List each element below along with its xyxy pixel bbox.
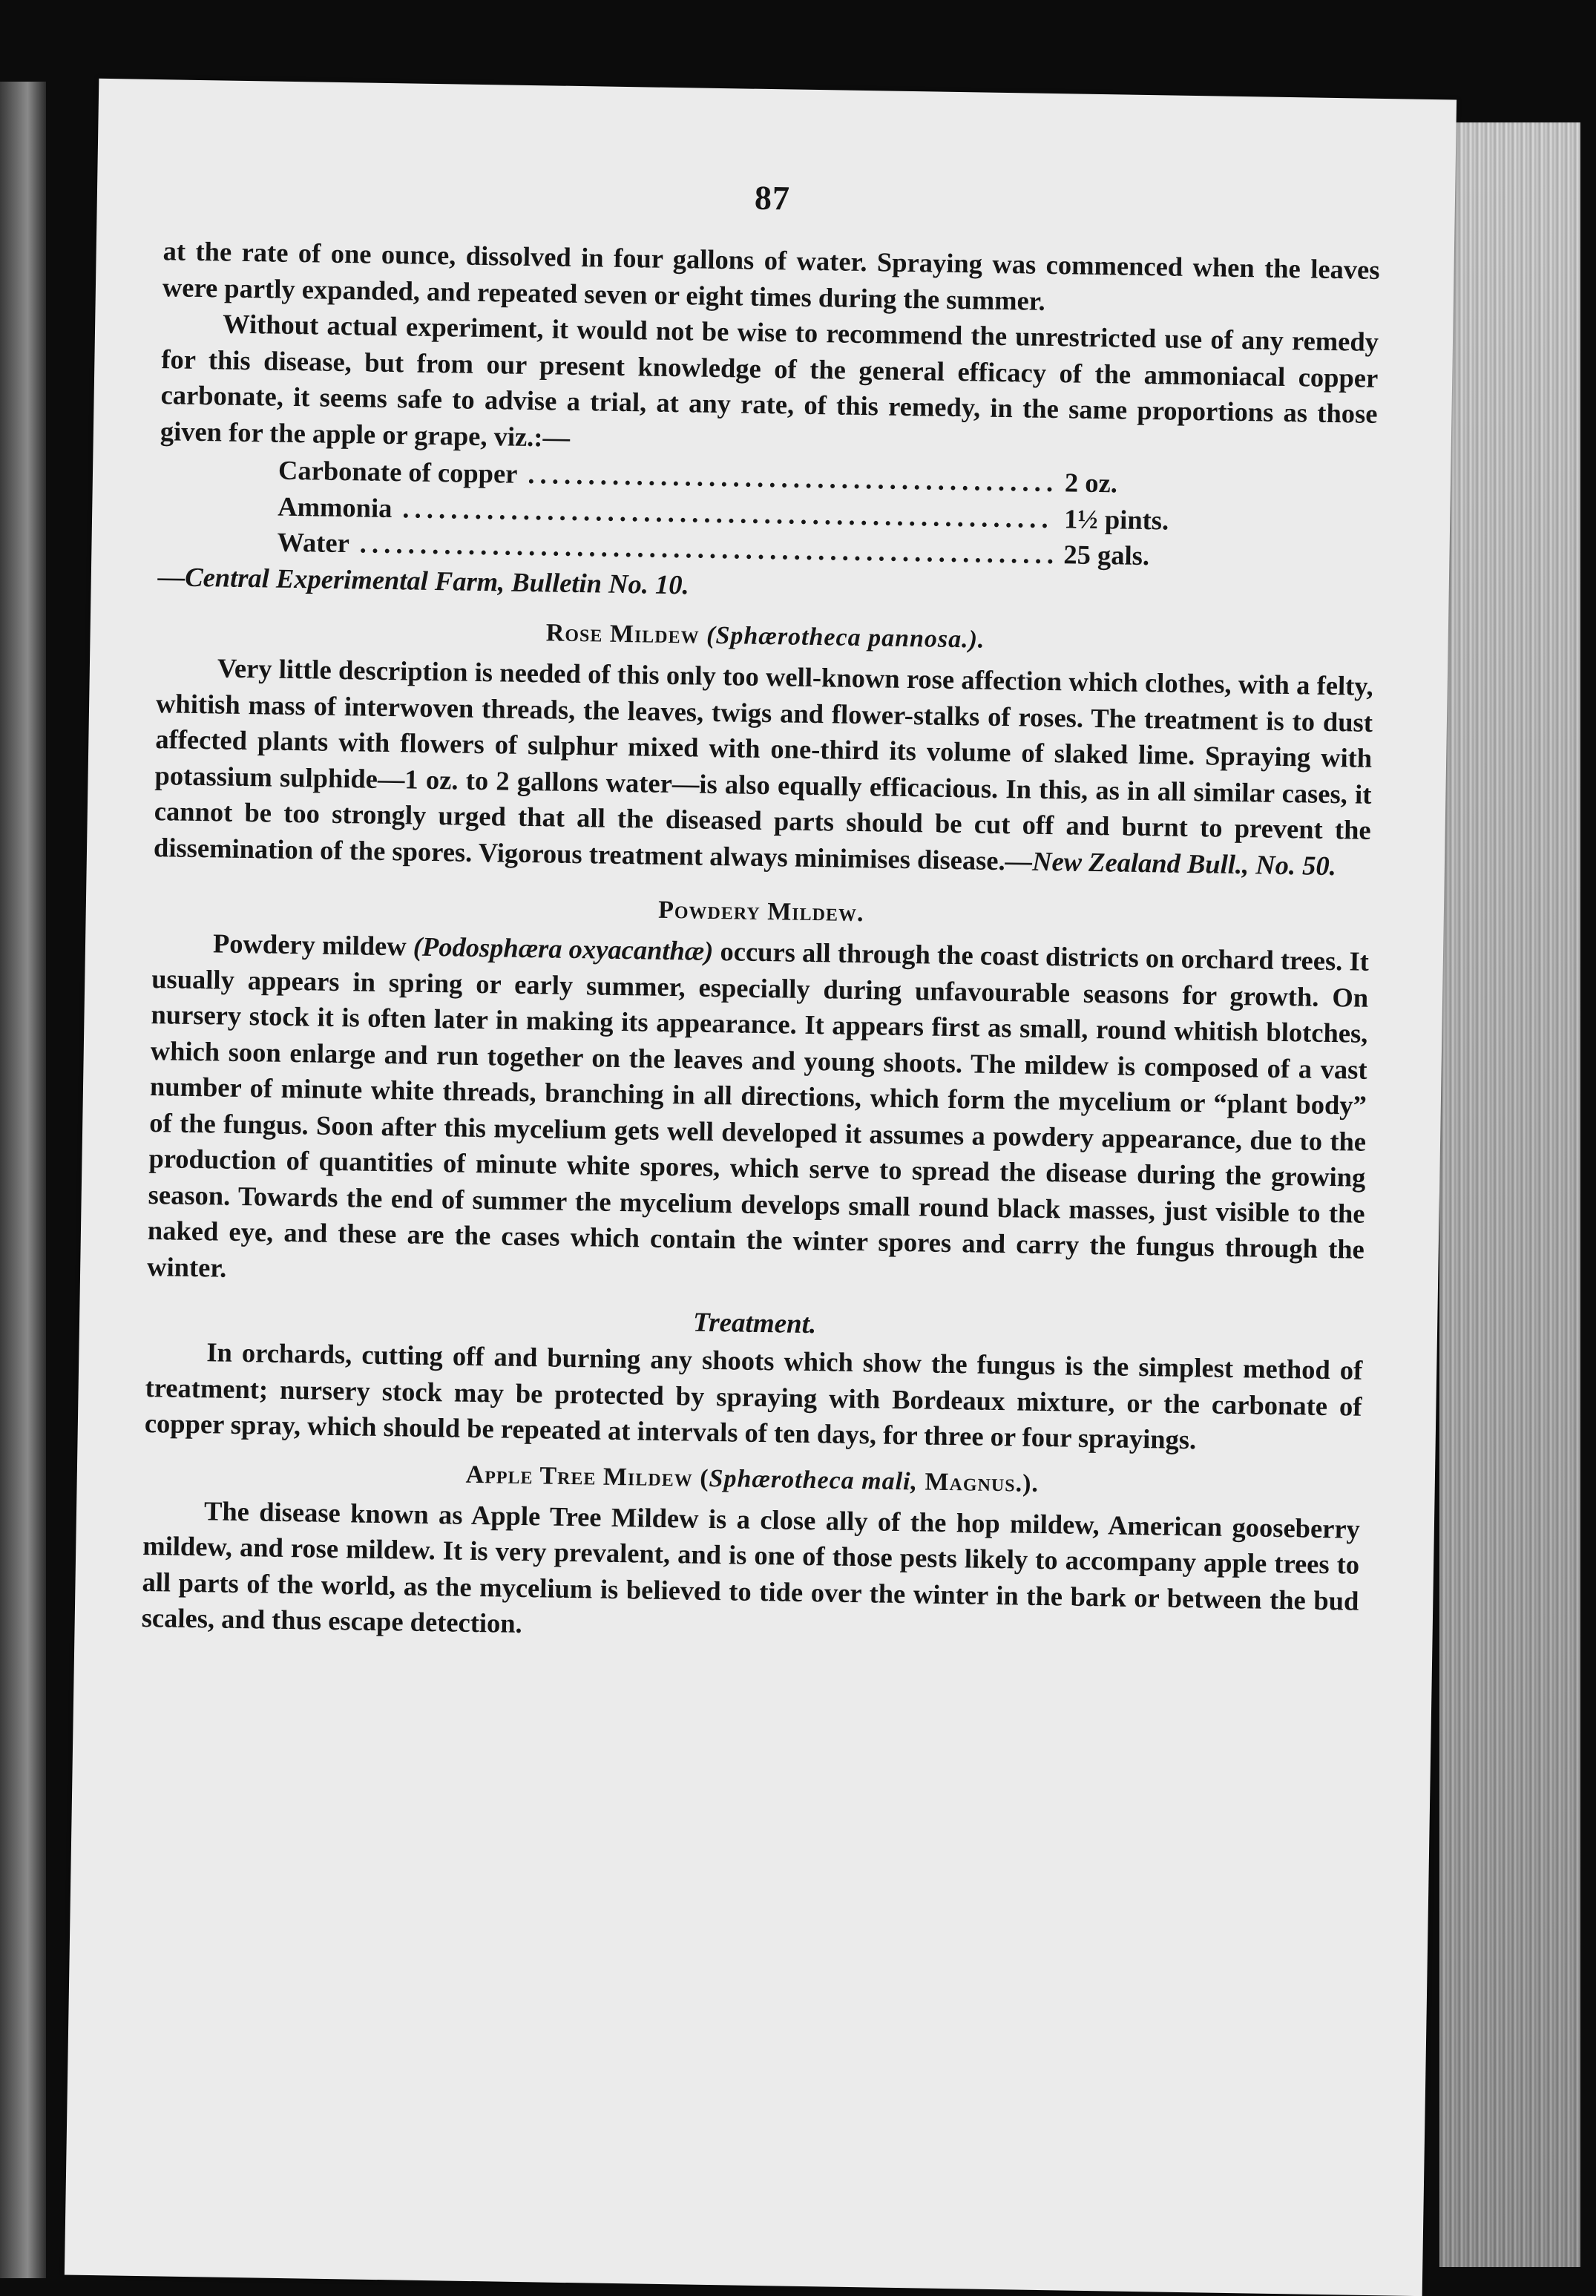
paragraph-treatment: In orchards, cutting off and burning any shoots which show the fungus is the simplest method of treatment; nursery stock may be protected by spraying with Bordeaux mixture, or the carbonate of copper spray, which should be repeated at intervals of ten days, for three or four sprayings. xyxy=(144,1336,1363,1455)
subheading-treatment: Treatment. xyxy=(692,1307,817,1340)
source-citation: —Central Experimental Farm, Bulletin No. 10. xyxy=(157,560,689,600)
paragraph-apple-tree-mildew: The disease known as Apple Tree Mildew is a close ally of the hop mildew, American gooseberry mildew, and rose mildew. It is very prevalent, and is one of those pests likely to accompany apple trees to all parts of the world, as the mycelium is believed to tide over the winter in the bark or between the bud scales, and thus escape detection. xyxy=(141,1495,1361,1639)
recipe-quantity: 25 gals. xyxy=(1063,539,1150,571)
rose-mildew-citation: —New Zealand Bull., No. 50. xyxy=(1005,844,1337,881)
powdery-mildew-species: (Podosphæra oxyacanthæ) xyxy=(413,931,714,966)
powdery-mildew-body-rest: occurs all through the coast districts on orchard trees. It usually appears in spring or early summer, especially during unfavourable seasons for growth. On nursery stock it is often later in making its appearance. It appears first as small, round whitish blotches, which soon enlarge and run together on the leaves and young shoots. The mildew is composed of a vast number of minute white threads, branching in all directions, which form the mycelium or “plant body” of the fungus. Soon after this mycelium gets well developed it assumes a powdery appearance, due to the production of quantities of minute white spores, which serve to spread the disease during the growing season. Towards the end of summer the mycelium develops small round black masses, just visible to the naked eye, and these are the cases which contain the winter spores and carry the fungus through the winter. xyxy=(146,936,1370,1283)
paragraph-powdery-mildew xyxy=(147,925,1369,1304)
powdery-mildew-body-start: Powdery mildew xyxy=(212,928,407,962)
heading-species: Sphærotheca mali, xyxy=(709,1464,919,1495)
page-stack-edge xyxy=(1439,122,1580,2267)
paragraph-rose-mildew xyxy=(154,649,1373,885)
rose-mildew-body: Very little description is needed of this only too well-known rose affection which clothes, with a felty, whitish mass of interwoven threads, the leaves, twigs and flower-stalks of roses. The treatment is to dust affected plants with flowers of sulphur mixed with one-third its volume of slaked lime. Spraying with potassium sulphide—1 oz. to 2 gallons water—is also equally efficacious. In this, as in all similar cases, it cannot be too strongly urged that all the diseased parts should be cut off and burnt to prevent the dissemination of the spores. Vigorous treatment always minimises disease. xyxy=(153,652,1374,876)
recipe-ingredient: Water xyxy=(277,526,350,559)
heading-name: Rose Mildew xyxy=(545,619,700,649)
book-page xyxy=(65,79,1457,2296)
heading-paren: ( xyxy=(699,1464,709,1492)
recipe-table xyxy=(277,453,1213,575)
heading-name: Apple Tree Mildew xyxy=(465,1460,694,1492)
heading-authority: Magnus.). xyxy=(925,1468,1040,1498)
paragraph-recommendation: Without actual experiment, it would not be wise to recommend the unrestricted use of any remedy for this disease, but from our present knowledge of the general efficacy of the ammoniacal copper carbonate, it seems safe to advise a trial, at any rate, of this remedy, in the same proportions as those given for the apple or grape, viz.:— xyxy=(160,308,1379,453)
recipe-ingredient: Carbonate of copper xyxy=(278,454,518,489)
recipe-quantity: 1½ pints. xyxy=(1063,502,1169,536)
section-heading-powdery-mildew: Powdery Mildew. xyxy=(657,896,864,928)
page-number: 87 xyxy=(754,178,791,217)
paragraph-spraying-rate: at the rate of one ounce, dissolved in four gallons of water. Spraying was commenced when the leaves were partly expanded, and repeated seven or eight times during the summer. xyxy=(162,235,1380,316)
recipe-quantity: 2 oz. xyxy=(1064,467,1118,499)
book-binding-edge xyxy=(0,82,46,2278)
heading-species: (Sphærotheca pannosa.). xyxy=(706,621,985,654)
page-content xyxy=(141,168,1381,1655)
recipe-ingredient: Ammonia xyxy=(278,491,393,523)
